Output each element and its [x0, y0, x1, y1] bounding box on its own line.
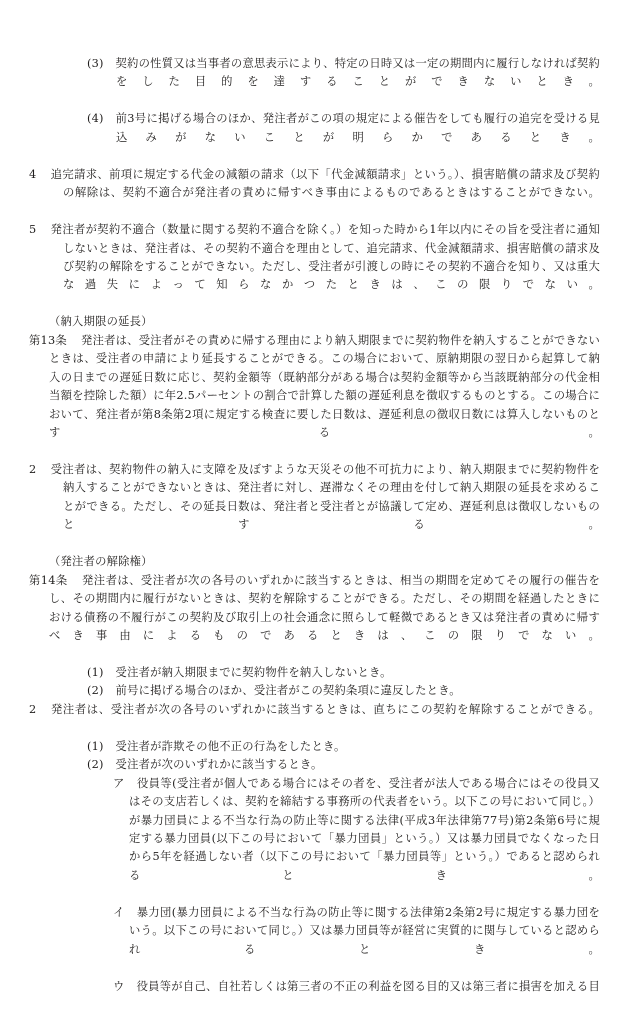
subclause-text: 役員等が自己、自社若しくは第三者の不正の利益を図る目的又は第三者に損害を加える目	[136, 979, 600, 993]
article-14	[29, 572, 600, 664]
article-caption-termination-right	[29, 553, 600, 571]
clause-label: (1)	[87, 739, 104, 753]
clause-item-4	[29, 110, 600, 165]
paragraph-number: 2	[29, 462, 37, 476]
clause-text: 前号に掲げる場合のほか、受注者がこの契約条項に違反したとき。	[115, 684, 461, 698]
article-13-paragraph-2	[29, 461, 600, 553]
article-14-p2-item-2-a	[29, 775, 600, 904]
subclause-text: 暴力団(暴力団員による不当な行為の防止等に関する法律第2条第2号に規定する暴力団をいう。以下この号において同じ。）又は暴力団員等が経営に実質的に関与していると認められるとき。	[129, 905, 600, 956]
paragraph-text: 発注者は、受注者が次の各号のいずれかに該当するときは、直ちにこの契約を解除することができる。	[50, 702, 600, 716]
article-14-p2-item-2-i	[29, 904, 600, 978]
article-14-paragraph-2	[29, 701, 600, 738]
clause-label: (2)	[87, 758, 104, 772]
article-14-item-2	[29, 682, 600, 700]
clause-text: 契約の性質又は当事者の意思表示により、特定の日時又は一定の期間内に履行しなければ契約をした目的を達することができないとき。	[115, 57, 600, 89]
article-14-p2-item-2	[29, 756, 600, 774]
caption-text: （発注者の解除権）	[49, 555, 153, 569]
paragraph-text: 受注者は、契約物件の納入に支障を及ぼすような天災その他不可抗力により、納入期限までに契約物件を納入することができないときは、発注者に対し、遅滞なくその理由を付して納入期限の延長を求めることができる。ただし、その延長日数は、発注者と受注者とが協議して定め、遅延利息は徴収しないものとする。	[50, 462, 600, 532]
article-14-item-1	[29, 664, 600, 682]
clause-label: (3)	[87, 57, 104, 70]
clause-label: (4)	[87, 112, 104, 126]
subclause-label: イ	[113, 905, 125, 919]
article-text: 発注者は、受注者が次の各号のいずれかに該当するときは、相当の期間を定めてその履行の催告をし、その期間内に履行がないときは、契約を解除することができる。ただし、その期間を経過したときにおける債務の不履行がこの契約及び取引上の社会通念に照らして軽微であるとき又は発注者の責めに帰すべき事由によるものであるときは、この限りでない。	[49, 573, 600, 643]
paragraph-text: 追完請求、前項に規定する代金の減額の請求（以下「代金減額請求」という。）、損害賠償の請求及び契約の解除は、契約不適合が発注者の責めに帰すべき事由によるものであるときはすることができない。	[50, 167, 600, 200]
paragraph-number: 5	[29, 223, 37, 237]
article-14-p2-item-1	[29, 738, 600, 756]
subclause-text: 役員等(受注者が個人である場合にはその者を、受注者が法人である場合にはその役員又はその支店若しくは、契約を締結する事務所の代表者をいう。以下この号において同じ。）が暴力団員による不当な行為の防止等に関する法律(平成3年法律第77号)第2条第6号に規定する暴力団員(以下この号において「暴力団員」という。）又は暴力団員でなくなった日から5年を経過しない者（以下この号において「暴力団員等」という。）であると認められるとき。	[129, 776, 600, 882]
paragraph-5	[29, 221, 600, 313]
article-14-p2-item-2-u	[29, 978, 600, 1015]
caption-text: （納入期限の延長）	[49, 315, 153, 329]
paragraph-number: 4	[29, 167, 37, 181]
clause-text: 受注者が詐欺その他不正の行為をしたとき。	[115, 739, 346, 753]
clause-label: (1)	[87, 665, 104, 679]
paragraph-number: 2	[29, 702, 37, 716]
article-caption-delivery-extension	[29, 313, 600, 331]
document-body	[29, 55, 600, 1015]
paragraph-4	[29, 166, 600, 221]
article-13	[29, 332, 600, 461]
clause-text: 前3号に掲げる場合のほか、発注者がこの項の規定による催告をしても履行の追完を受ける見込みがないことが明らかであるとき。	[115, 112, 600, 144]
clause-item-3	[29, 55, 600, 110]
clause-text: 受注者が次のいずれかに該当するとき。	[115, 758, 323, 772]
clause-label: (2)	[87, 684, 104, 698]
article-text: 発注者は、受注者がその責めに帰する理由により納入期限までに契約物件を納入することができないときは、受注者の申請により延長することができる。この場合において、原納期限の翌日から起算して納入の日までの遅延日数に応じ、契約金額等（既納部分がある場合は契約金額等から当該既納部分の代金相当額を控除した額）に年2.5パーセントの割合で計算した額の遅延利息を徴収するものとする。この場合において、発注者が第8条第2項に規定する検査に要した日数は、遅延利息の徴収日数には算入しないものとする。	[49, 333, 600, 440]
subclause-label: ウ	[113, 979, 125, 993]
article-number: 第14条	[29, 573, 68, 587]
clause-text: 受注者が納入期限までに契約物件を納入しないとき。	[115, 665, 392, 679]
paragraph-text: 発注者が契約不適合（数量に関する契約不適合を除く。）を知った時から1年以内にその旨を受注者に通知しないときは、発注者は、その契約不適合を理由として、追完請求、代金減額請求、損害賠償の請求及び契約の解除をすることができない。ただし、受注者が引渡しの時にその契約不適合を知り、又は重大な過失によって知らなかつたときは、この限りでない。	[50, 223, 600, 292]
article-number: 第13条	[29, 333, 67, 347]
subclause-label: ア	[113, 776, 125, 790]
